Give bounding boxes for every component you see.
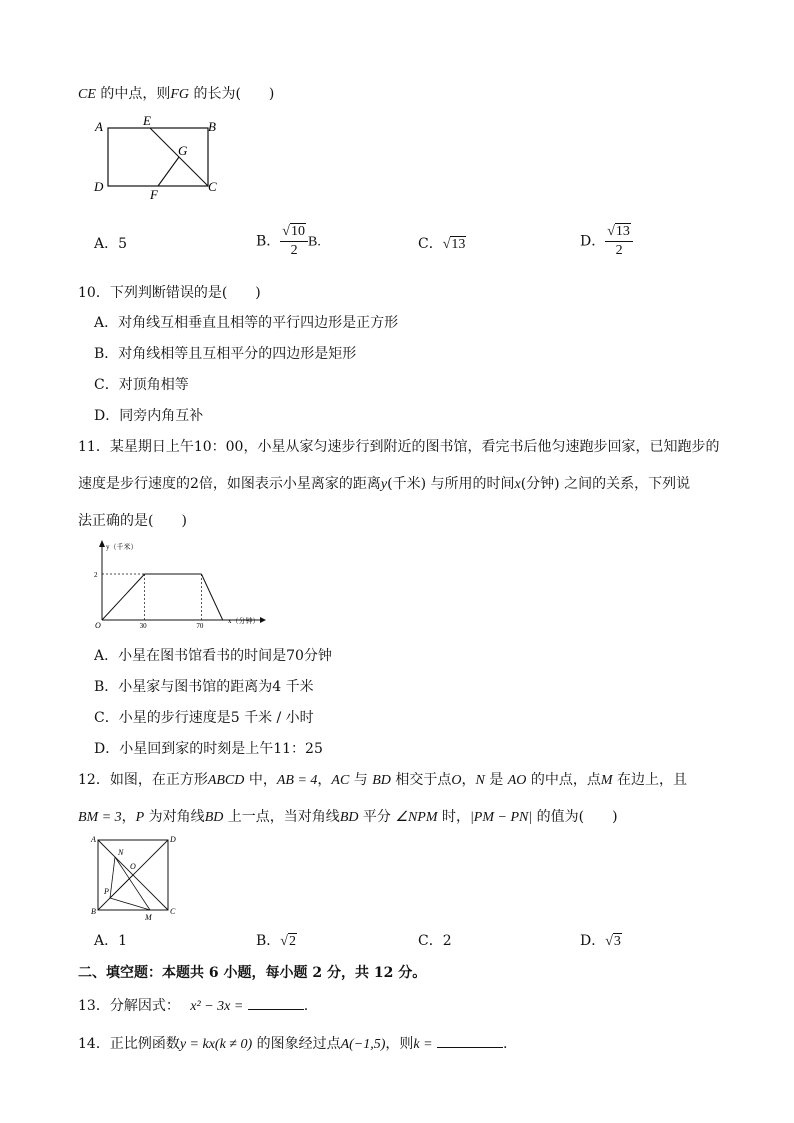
q11-line2-a: 速度是步行速度的2倍，如图表示小星离家的距离	[78, 476, 381, 492]
q9-d-fraction: $\frac{√13}{2}$	[605, 223, 633, 260]
q14-stem-b: 的图象经过点	[252, 1036, 341, 1052]
q9-b-suffix: B.	[307, 234, 321, 250]
x-axis-label: x（分钟）	[228, 617, 260, 625]
q11-option-c[interactable]: C．小星的步行速度是5 千米 / 小时	[94, 710, 314, 726]
q12-bm: BM = 3	[78, 810, 122, 825]
label-a: A	[91, 835, 96, 844]
y-axis-arrow-icon	[99, 540, 105, 547]
option-c-prefix: C．	[418, 236, 443, 252]
q9-stem-tail	[78, 83, 274, 103]
option-b-prefix: B．	[256, 933, 281, 949]
y-axis-label: y（千米）	[106, 543, 138, 551]
q12-abs: |PM − PN|	[469, 810, 533, 825]
q9-ce: CE	[78, 87, 96, 102]
q9-rectangle-figure	[88, 110, 228, 205]
q12-bd-3: BD	[339, 810, 359, 825]
q12-t5: 相交于点	[390, 772, 452, 788]
q11-line2	[78, 473, 690, 493]
q9-option-c[interactable]: C．√13	[418, 236, 466, 252]
q11-option-d[interactable]: D．小星回到家的时刻是上午11：25	[94, 741, 323, 757]
q11-line3: 法正确的是( )	[78, 513, 187, 529]
q9-d-den: 2	[615, 243, 623, 258]
label-c: C	[208, 179, 217, 194]
q11-distance-time-graph	[92, 538, 272, 630]
q10-option-c[interactable]: C．对顶角相等	[94, 377, 189, 393]
q12-angle: ∠NPM	[395, 810, 438, 825]
graph-marks	[94, 571, 223, 630]
x-axis-arrow-icon	[260, 617, 266, 623]
q13	[78, 995, 308, 1015]
q12-p: P	[135, 810, 145, 825]
q9-option-b[interactable]	[256, 223, 321, 260]
q12-u2: 为对角线	[144, 809, 205, 825]
q12-d-rad: 3	[613, 934, 621, 949]
q12-t4: 与	[349, 772, 373, 788]
q9-b-num: 10	[290, 224, 305, 239]
label-c: C	[170, 907, 176, 916]
segment-po	[110, 875, 133, 898]
q13-answer-blank[interactable]	[248, 995, 304, 1010]
q11-var-y: y	[380, 477, 388, 492]
q12-bd-2: BD	[204, 810, 224, 825]
q11-line2-b: (千米) 与所用的时间	[387, 476, 515, 492]
label-e: E	[143, 113, 151, 128]
q11-line2-c: (分钟) 之间的关系，下列说	[520, 476, 691, 492]
q14-stem-c: ，则	[385, 1036, 414, 1052]
x-tick-label-70: 70	[196, 622, 204, 630]
label-p: P	[104, 887, 109, 896]
segment-fg	[158, 157, 179, 186]
q12-u5: 时，	[437, 809, 470, 825]
q10-option-a[interactable]: A．对角线互相垂直且相等的平行四边形是正方形	[94, 315, 399, 331]
q9-end: 的长为( )	[189, 86, 275, 102]
label-b: B	[208, 119, 216, 134]
q9-option-a[interactable]: A．5	[94, 236, 128, 252]
q12-t1: 12．如图，在正方形	[78, 772, 208, 788]
q13-expr: x² − 3x =	[190, 999, 244, 1014]
q9-option-d[interactable]	[580, 223, 633, 260]
x-tick-label-30: 30	[139, 622, 147, 630]
q14-point: A(−1,5)	[340, 1037, 386, 1052]
label-d: D	[94, 179, 104, 194]
q9-b-fraction: $\frac{√10}{2}$	[280, 223, 308, 260]
q12-abcd: ABCD	[207, 773, 245, 788]
graph-segment-3	[201, 574, 222, 620]
q12-ao: AO	[507, 773, 527, 788]
label-f: F	[150, 187, 158, 202]
q14-end: .	[503, 1036, 508, 1052]
q13-end: .	[303, 998, 309, 1014]
q14-stem-a: 14．正比例函数	[78, 1036, 180, 1052]
label-n: N	[118, 848, 124, 857]
q12-t2: 中，	[244, 772, 277, 788]
origin-label: O	[95, 621, 101, 630]
q12-b-rad: 2	[288, 934, 296, 949]
q10-option-d[interactable]: D．同旁内角互补	[94, 408, 204, 424]
q12-u1: ，	[121, 809, 136, 825]
label-a: A	[95, 119, 103, 134]
q12-t7: 是	[484, 772, 508, 788]
segment-pm	[110, 898, 150, 910]
label-b: B	[91, 907, 96, 916]
label-d: D	[170, 835, 176, 844]
q12-square-figure	[88, 834, 180, 922]
q10-stem: 10．下列判断错误的是( )	[78, 285, 261, 301]
q9-b-den: 2	[290, 243, 298, 258]
q9-text: 的中点，则	[95, 86, 171, 102]
option-b-prefix: B．	[256, 233, 281, 250]
q14	[78, 1033, 508, 1053]
label-m: M	[145, 913, 152, 922]
option-d-prefix: D．	[580, 233, 606, 250]
q13-stem: 13．分解因式：	[78, 998, 180, 1014]
q12-u4: 平分	[358, 809, 396, 825]
q14-expr: y = kx(k ≠ 0)	[179, 1037, 253, 1052]
q12-n: N	[475, 773, 485, 788]
q12-u3: 上一点，当对角线	[223, 809, 340, 825]
q11-option-a[interactable]: A．小星在图书馆看书的时间是70分钟	[94, 648, 332, 664]
q12-bd: BD	[372, 773, 391, 788]
q14-k: k =	[413, 1037, 433, 1052]
q12-t9: 在边上，且	[612, 772, 687, 788]
q14-answer-blank[interactable]	[437, 1033, 503, 1048]
q11-option-b[interactable]: B．小星家与图书馆的距离为4 千米	[94, 679, 314, 695]
q12-option-d[interactable]: D．√3	[580, 933, 621, 949]
q12-ac: AC	[331, 773, 350, 788]
q12-m: M	[600, 773, 613, 788]
q9-c-rad: 13	[451, 237, 466, 252]
q10-option-b[interactable]: B．对角线相等且互相平分的四边形是矩形	[94, 346, 357, 362]
option-d-prefix: D．	[580, 933, 606, 949]
q12-t3: ，	[317, 772, 332, 788]
graph-segment-1	[102, 574, 145, 620]
label-g: G	[178, 143, 188, 158]
q12-option-c[interactable]: C．2	[418, 933, 452, 949]
q12-o: O	[451, 773, 462, 788]
q9-d-num: 13	[615, 224, 630, 239]
q12-t6: ，	[461, 772, 476, 788]
q12-line2	[78, 806, 618, 826]
q12-ab: AB = 4	[276, 773, 318, 788]
y-tick-label-2: 2	[94, 571, 98, 579]
q9-fg: FG	[170, 87, 190, 102]
q11-var-x: x	[514, 477, 521, 492]
section-title: 二、填空题：本题共 6 小题，每小题 2 分，共 12 分。	[78, 965, 427, 981]
segment-np	[110, 857, 115, 898]
q12-line1	[78, 769, 687, 789]
q12-option-a[interactable]: A．1	[94, 933, 128, 949]
q12-t8: 的中点，点	[526, 772, 601, 788]
label-o: O	[130, 862, 136, 871]
q12-option-b[interactable]: B．√2	[256, 933, 296, 949]
q12-u6: 的值为( )	[532, 809, 618, 825]
q11-line1: 11．某星期日上午10：00，小星从家匀速步行到附近的图书馆，看完书后他匀速跑步回家，已知跑步的	[78, 439, 720, 455]
